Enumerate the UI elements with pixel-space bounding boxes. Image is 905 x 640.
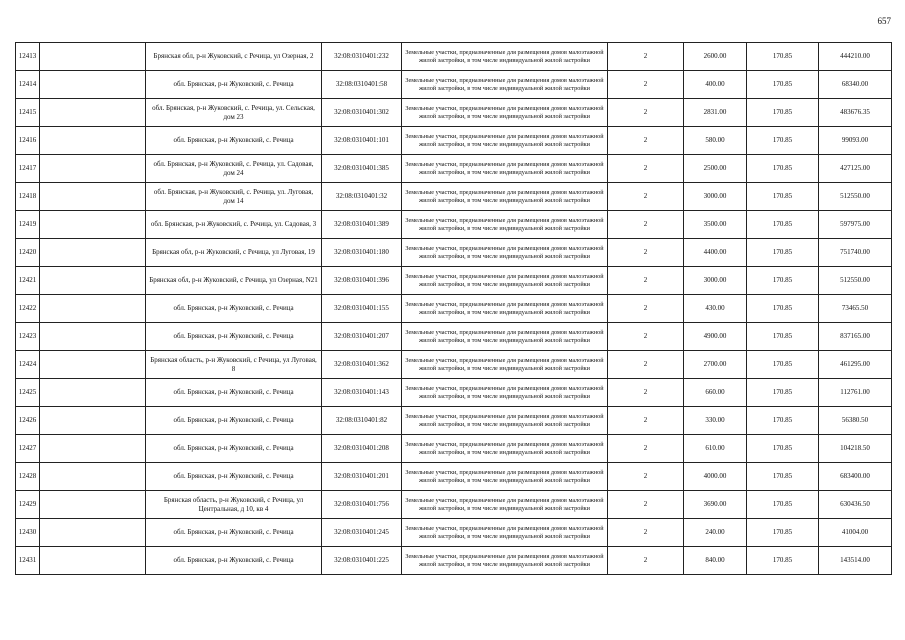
group-cell: 2 bbox=[608, 295, 684, 323]
table-row bbox=[16, 239, 892, 267]
row-number-cell: 12414 bbox=[16, 71, 40, 99]
address-cell: обл. Брянская, р-н Жуковский, с. Речица bbox=[146, 435, 322, 463]
land-purpose-cell: Земельные участки, предназначенные для размещения домов малоэтажной жилой застройки, в том числе индивидуальной жилой застройки bbox=[402, 295, 608, 323]
cadastral-value-cell: 427125.00 bbox=[819, 155, 892, 183]
group-cell: 2 bbox=[608, 267, 684, 295]
address-cell: обл. Брянская, р-н Жуковский, с. Речица bbox=[146, 519, 322, 547]
group-cell: 2 bbox=[608, 519, 684, 547]
cadastral-value-cell: 630436.50 bbox=[819, 491, 892, 519]
row-number-cell: 12429 bbox=[16, 491, 40, 519]
address-cell: Брянская область, р-н Жуковский, с Речица, ул Центральная, д 10, кв 4 bbox=[146, 491, 322, 519]
cadastral-number-cell: 32:08:0310401:362 bbox=[322, 351, 402, 379]
specific-value-cell: 170.85 bbox=[747, 71, 819, 99]
cadastral-number-cell: 32:08:0310401:58 bbox=[322, 71, 402, 99]
table-row bbox=[16, 155, 892, 183]
cadastral-value-cell: 112761.00 bbox=[819, 379, 892, 407]
table-row bbox=[16, 463, 892, 491]
table-row bbox=[16, 267, 892, 295]
cadastral-number-cell: 32:08:0310401:302 bbox=[322, 99, 402, 127]
empty-gap-cell bbox=[40, 239, 146, 267]
row-number-cell: 12420 bbox=[16, 239, 40, 267]
empty-gap-cell bbox=[40, 463, 146, 491]
specific-value-cell: 170.85 bbox=[747, 547, 819, 575]
cadastral-value-cell: 68340.00 bbox=[819, 71, 892, 99]
area-cell: 3000.00 bbox=[684, 183, 747, 211]
land-purpose-cell: Земельные участки, предназначенные для размещения домов малоэтажной жилой застройки, в том числе индивидуальной жилой застройки bbox=[402, 71, 608, 99]
group-cell: 2 bbox=[608, 127, 684, 155]
address-cell: обл. Брянская, р-н Жуковский, с. Речица bbox=[146, 379, 322, 407]
empty-gap-cell bbox=[40, 211, 146, 239]
cadastral-value-cell: 444210.00 bbox=[819, 43, 892, 71]
address-cell: обл. Брянская, р-н Жуковский, с. Речица bbox=[146, 547, 322, 575]
cadastral-number-cell: 32:08:0310401:756 bbox=[322, 491, 402, 519]
area-cell: 4400.00 bbox=[684, 239, 747, 267]
group-cell: 2 bbox=[608, 463, 684, 491]
cadastral-value-table bbox=[15, 42, 892, 575]
land-purpose-cell: Земельные участки, предназначенные для размещения домов малоэтажной жилой застройки, в том числе индивидуальной жилой застройки bbox=[402, 435, 608, 463]
cadastral-number-cell: 32:08:0310401:208 bbox=[322, 435, 402, 463]
area-cell: 2500.00 bbox=[684, 155, 747, 183]
cadastral-number-cell: 32:08:0310401:180 bbox=[322, 239, 402, 267]
table-row bbox=[16, 295, 892, 323]
address-cell: обл. Брянская, р-н Жуковский, с. Речица, ул. Садовая, 3 bbox=[146, 211, 322, 239]
address-cell: обл. Брянская, р-н Жуковский, с. Речица bbox=[146, 295, 322, 323]
address-cell: обл. Брянская, р-н Жуковский, с. Речица bbox=[146, 127, 322, 155]
cadastral-value-cell: 104218.50 bbox=[819, 435, 892, 463]
cadastral-number-cell: 32:08:0310401:389 bbox=[322, 211, 402, 239]
area-cell: 4900.00 bbox=[684, 323, 747, 351]
page-number: 657 bbox=[877, 16, 891, 26]
land-purpose-cell: Земельные участки, предназначенные для размещения домов малоэтажной жилой застройки, в том числе индивидуальной жилой застройки bbox=[402, 407, 608, 435]
area-cell: 840.00 bbox=[684, 547, 747, 575]
table-row bbox=[16, 435, 892, 463]
table-row bbox=[16, 127, 892, 155]
cadastral-value-cell: 461295.00 bbox=[819, 351, 892, 379]
cadastral-value-cell: 99093.00 bbox=[819, 127, 892, 155]
address-cell: Брянская обл, р-н Жуковский, с Речица, ул Луговая, 19 bbox=[146, 239, 322, 267]
table-row bbox=[16, 407, 892, 435]
specific-value-cell: 170.85 bbox=[747, 491, 819, 519]
empty-gap-cell bbox=[40, 379, 146, 407]
cadastral-number-cell: 32:08:0310401:385 bbox=[322, 155, 402, 183]
group-cell: 2 bbox=[608, 155, 684, 183]
specific-value-cell: 170.85 bbox=[747, 407, 819, 435]
address-cell: обл. Брянская, р-н Жуковский, с. Речица bbox=[146, 463, 322, 491]
table-row bbox=[16, 99, 892, 127]
empty-gap-cell bbox=[40, 407, 146, 435]
empty-gap-cell bbox=[40, 435, 146, 463]
row-number-cell: 12418 bbox=[16, 183, 40, 211]
address-cell: обл. Брянская, р-н Жуковский, с. Речица, ул. Луговая, дом 14 bbox=[146, 183, 322, 211]
land-purpose-cell: Земельные участки, предназначенные для размещения домов малоэтажной жилой застройки, в том числе индивидуальной жилой застройки bbox=[402, 239, 608, 267]
table-row bbox=[16, 547, 892, 575]
group-cell: 2 bbox=[608, 71, 684, 99]
table-row bbox=[16, 211, 892, 239]
area-cell: 2831.00 bbox=[684, 99, 747, 127]
group-cell: 2 bbox=[608, 435, 684, 463]
land-purpose-cell: Земельные участки, предназначенные для размещения домов малоэтажной жилой застройки, в том числе индивидуальной жилой застройки bbox=[402, 211, 608, 239]
table-row bbox=[16, 351, 892, 379]
empty-gap-cell bbox=[40, 351, 146, 379]
empty-gap-cell bbox=[40, 183, 146, 211]
area-cell: 610.00 bbox=[684, 435, 747, 463]
area-cell: 3690.00 bbox=[684, 491, 747, 519]
group-cell: 2 bbox=[608, 323, 684, 351]
land-purpose-cell: Земельные участки, предназначенные для размещения домов малоэтажной жилой застройки, в том числе индивидуальной жилой застройки bbox=[402, 463, 608, 491]
land-purpose-cell: Земельные участки, предназначенные для размещения домов малоэтажной жилой застройки, в том числе индивидуальной жилой застройки bbox=[402, 491, 608, 519]
empty-gap-cell bbox=[40, 155, 146, 183]
cadastral-number-cell: 32:08:0310401:225 bbox=[322, 547, 402, 575]
specific-value-cell: 170.85 bbox=[747, 183, 819, 211]
cadastral-number-cell: 32:08:0310401:82 bbox=[322, 407, 402, 435]
group-cell: 2 bbox=[608, 183, 684, 211]
land-purpose-cell: Земельные участки, предназначенные для размещения домов малоэтажной жилой застройки, в том числе индивидуальной жилой застройки bbox=[402, 127, 608, 155]
address-cell: обл. Брянская, р-н Жуковский, с. Речица bbox=[146, 71, 322, 99]
specific-value-cell: 170.85 bbox=[747, 99, 819, 127]
group-cell: 2 bbox=[608, 351, 684, 379]
group-cell: 2 bbox=[608, 239, 684, 267]
specific-value-cell: 170.85 bbox=[747, 43, 819, 71]
group-cell: 2 bbox=[608, 43, 684, 71]
address-cell: обл. Брянская, р-н Жуковский, с. Речица, ул. Сельская, дом 23 bbox=[146, 99, 322, 127]
row-number-cell: 12416 bbox=[16, 127, 40, 155]
land-purpose-cell: Земельные участки, предназначенные для размещения домов малоэтажной жилой застройки, в том числе индивидуальной жилой застройки bbox=[402, 43, 608, 71]
empty-gap-cell bbox=[40, 127, 146, 155]
area-cell: 660.00 bbox=[684, 379, 747, 407]
group-cell: 2 bbox=[608, 99, 684, 127]
area-cell: 580.00 bbox=[684, 127, 747, 155]
empty-gap-cell bbox=[40, 323, 146, 351]
row-number-cell: 12430 bbox=[16, 519, 40, 547]
specific-value-cell: 170.85 bbox=[747, 127, 819, 155]
area-cell: 2600.00 bbox=[684, 43, 747, 71]
area-cell: 430.00 bbox=[684, 295, 747, 323]
address-cell: Брянская область, р-н Жуковский, с Речица, ул Луговая, 8 bbox=[146, 351, 322, 379]
land-purpose-cell: Земельные участки, предназначенные для размещения домов малоэтажной жилой застройки, в том числе индивидуальной жилой застройки bbox=[402, 351, 608, 379]
table-row bbox=[16, 379, 892, 407]
area-cell: 330.00 bbox=[684, 407, 747, 435]
table-row bbox=[16, 519, 892, 547]
land-purpose-cell: Земельные участки, предназначенные для размещения домов малоэтажной жилой застройки, в том числе индивидуальной жилой застройки bbox=[402, 155, 608, 183]
land-purpose-cell: Земельные участки, предназначенные для размещения домов малоэтажной жилой застройки, в том числе индивидуальной жилой застройки bbox=[402, 547, 608, 575]
address-cell: Брянская обл, р-н Жуковский, с Речица, ул Озерная, 2 bbox=[146, 43, 322, 71]
cadastral-number-cell: 32:08:0310401:207 bbox=[322, 323, 402, 351]
empty-gap-cell bbox=[40, 99, 146, 127]
specific-value-cell: 170.85 bbox=[747, 239, 819, 267]
address-cell: обл. Брянская, р-н Жуковский, с. Речица bbox=[146, 407, 322, 435]
table-row bbox=[16, 43, 892, 71]
table-row bbox=[16, 491, 892, 519]
group-cell: 2 bbox=[608, 407, 684, 435]
row-number-cell: 12421 bbox=[16, 267, 40, 295]
cadastral-value-cell: 751740.00 bbox=[819, 239, 892, 267]
specific-value-cell: 170.85 bbox=[747, 519, 819, 547]
specific-value-cell: 170.85 bbox=[747, 295, 819, 323]
cadastral-number-cell: 32:08:0310401:101 bbox=[322, 127, 402, 155]
group-cell: 2 bbox=[608, 379, 684, 407]
specific-value-cell: 170.85 bbox=[747, 155, 819, 183]
specific-value-cell: 170.85 bbox=[747, 267, 819, 295]
row-number-cell: 12428 bbox=[16, 463, 40, 491]
cadastral-number-cell: 32:08:0310401:32 bbox=[322, 183, 402, 211]
row-number-cell: 12425 bbox=[16, 379, 40, 407]
cadastral-value-cell: 597975.00 bbox=[819, 211, 892, 239]
area-cell: 2700.00 bbox=[684, 351, 747, 379]
table-row bbox=[16, 71, 892, 99]
specific-value-cell: 170.85 bbox=[747, 379, 819, 407]
group-cell: 2 bbox=[608, 491, 684, 519]
land-purpose-cell: Земельные участки, предназначенные для размещения домов малоэтажной жилой застройки, в том числе индивидуальной жилой застройки bbox=[402, 323, 608, 351]
area-cell: 3000.00 bbox=[684, 267, 747, 295]
land-purpose-cell: Земельные участки, предназначенные для размещения домов малоэтажной жилой застройки, в том числе индивидуальной жилой застройки bbox=[402, 99, 608, 127]
cadastral-value-cell: 56380.50 bbox=[819, 407, 892, 435]
row-number-cell: 12419 bbox=[16, 211, 40, 239]
specific-value-cell: 170.85 bbox=[747, 211, 819, 239]
address-cell: обл. Брянская, р-н Жуковский, с. Речица, ул. Садовая, дом 24 bbox=[146, 155, 322, 183]
empty-gap-cell bbox=[40, 491, 146, 519]
address-cell: Брянская обл, р-н Жуковский, с Речица, ул Озерная, N21 bbox=[146, 267, 322, 295]
specific-value-cell: 170.85 bbox=[747, 435, 819, 463]
empty-gap-cell bbox=[40, 547, 146, 575]
land-purpose-cell: Земельные участки, предназначенные для размещения домов малоэтажной жилой застройки, в том числе индивидуальной жилой застройки bbox=[402, 267, 608, 295]
specific-value-cell: 170.85 bbox=[747, 351, 819, 379]
cadastral-value-cell: 512550.00 bbox=[819, 267, 892, 295]
row-number-cell: 12431 bbox=[16, 547, 40, 575]
specific-value-cell: 170.85 bbox=[747, 463, 819, 491]
area-cell: 3500.00 bbox=[684, 211, 747, 239]
specific-value-cell: 170.85 bbox=[747, 323, 819, 351]
row-number-cell: 12417 bbox=[16, 155, 40, 183]
empty-gap-cell bbox=[40, 295, 146, 323]
row-number-cell: 12422 bbox=[16, 295, 40, 323]
row-number-cell: 12413 bbox=[16, 43, 40, 71]
row-number-cell: 12426 bbox=[16, 407, 40, 435]
row-number-cell: 12424 bbox=[16, 351, 40, 379]
land-purpose-cell: Земельные участки, предназначенные для размещения домов малоэтажной жилой застройки, в том числе индивидуальной жилой застройки bbox=[402, 379, 608, 407]
group-cell: 2 bbox=[608, 547, 684, 575]
area-cell: 400.00 bbox=[684, 71, 747, 99]
area-cell: 4000.00 bbox=[684, 463, 747, 491]
cadastral-value-cell: 143514.00 bbox=[819, 547, 892, 575]
land-purpose-cell: Земельные участки, предназначенные для размещения домов малоэтажной жилой застройки, в том числе индивидуальной жилой застройки bbox=[402, 183, 608, 211]
cadastral-value-cell: 512550.00 bbox=[819, 183, 892, 211]
cadastral-number-cell: 32:08:0310401:143 bbox=[322, 379, 402, 407]
cadastral-value-cell: 683400.00 bbox=[819, 463, 892, 491]
cadastral-value-cell: 41004.00 bbox=[819, 519, 892, 547]
area-cell: 240.00 bbox=[684, 519, 747, 547]
cadastral-value-cell: 837165.00 bbox=[819, 323, 892, 351]
cadastral-number-cell: 32:08:0310401:155 bbox=[322, 295, 402, 323]
cadastral-value-cell: 73465.50 bbox=[819, 295, 892, 323]
row-number-cell: 12427 bbox=[16, 435, 40, 463]
table-row bbox=[16, 183, 892, 211]
group-cell: 2 bbox=[608, 211, 684, 239]
empty-gap-cell bbox=[40, 71, 146, 99]
table-row bbox=[16, 323, 892, 351]
cadastral-number-cell: 32:08:0310401:232 bbox=[322, 43, 402, 71]
row-number-cell: 12423 bbox=[16, 323, 40, 351]
empty-gap-cell bbox=[40, 43, 146, 71]
cadastral-number-cell: 32:08:0310401:396 bbox=[322, 267, 402, 295]
address-cell: обл. Брянская, р-н Жуковский, с. Речица bbox=[146, 323, 322, 351]
cadastral-number-cell: 32:08:0310401:245 bbox=[322, 519, 402, 547]
empty-gap-cell bbox=[40, 519, 146, 547]
cadastral-number-cell: 32:08:0310401:201 bbox=[322, 463, 402, 491]
land-purpose-cell: Земельные участки, предназначенные для размещения домов малоэтажной жилой застройки, в том числе индивидуальной жилой застройки bbox=[402, 519, 608, 547]
empty-gap-cell bbox=[40, 267, 146, 295]
cadastral-value-cell: 483676.35 bbox=[819, 99, 892, 127]
row-number-cell: 12415 bbox=[16, 99, 40, 127]
